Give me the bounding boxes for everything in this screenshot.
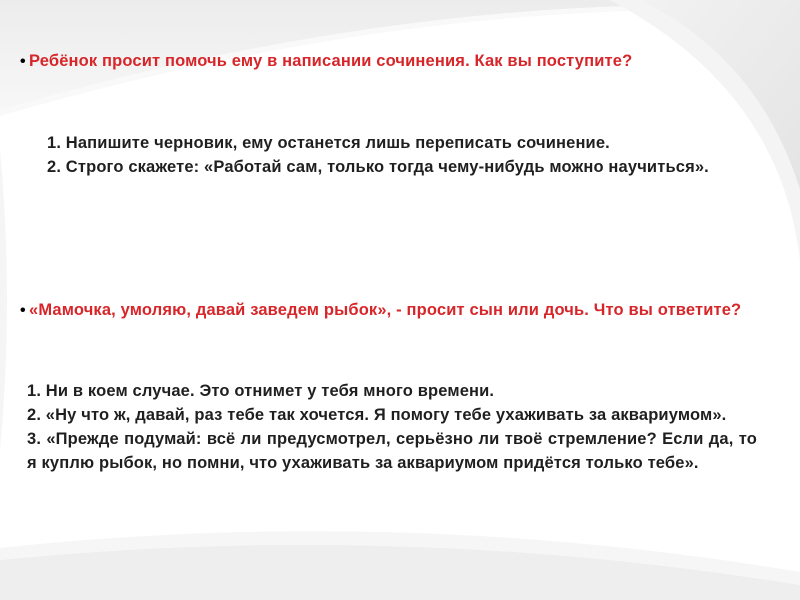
answer-2-2: 2. «Ну что ж, давай, раз тебе так хочется. Я помогу тебе ухаживать за аквариумом». [27, 406, 727, 424]
question-2-answers [27, 379, 757, 475]
answer-2-3: 3. «Прежде подумай: всё ли предусмотрел, серьёзно ли твоё стремление? Если да, то я куплю рыбок, но помни, что ухаживать за аквариумом придётся только тебе». [27, 430, 757, 472]
bullet-icon: • [20, 302, 26, 319]
question-1-answers [47, 131, 737, 179]
answer-1-2: 2. Строго скажете: «Работай сам, только тогда чему-нибудь можно научиться». [47, 158, 709, 176]
question-2 [20, 298, 759, 323]
bullet-icon: • [20, 53, 26, 70]
answer-1-1: 1. Напишите черновик, ему останется лишь переписать сочинение. [47, 134, 610, 152]
question-2-text: «Мамочка, умоляю, давай заведем рыбок», - просит сын или дочь. Что вы ответите? [29, 301, 742, 319]
question-1 [20, 49, 769, 74]
answer-2-1: 1. Ни в коем случае. Это отнимет у тебя много времени. [27, 382, 495, 400]
question-1-text: Ребёнок просит помочь ему в написании сочинения. Как вы поступите? [29, 52, 633, 70]
